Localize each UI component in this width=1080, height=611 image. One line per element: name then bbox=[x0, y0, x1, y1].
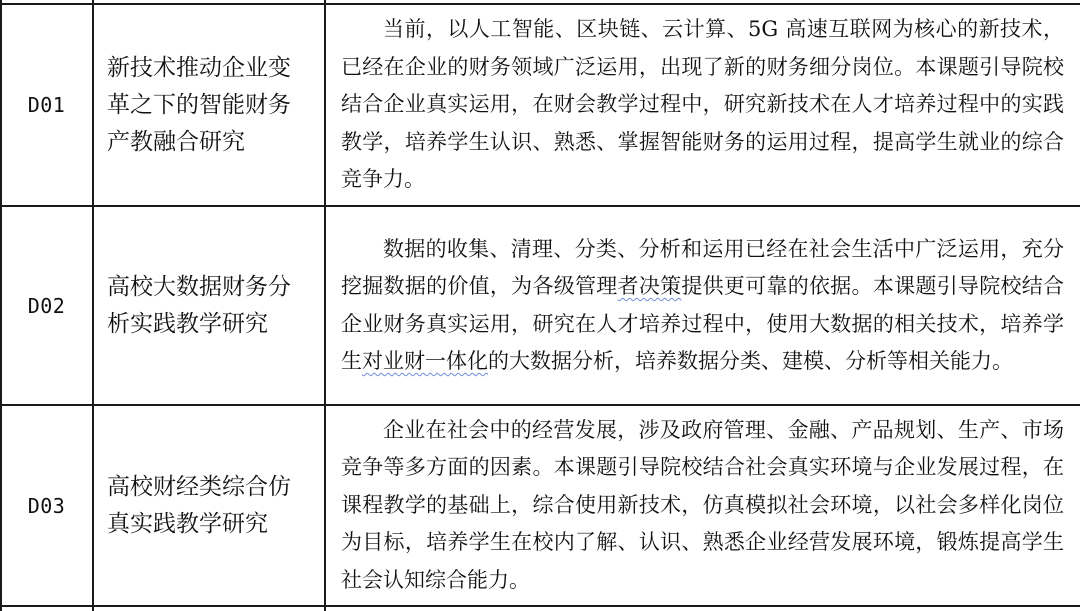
table-row-code bbox=[0, 406, 93, 605]
row-code: D02 bbox=[27, 293, 66, 318]
row-description: 企业在社会中的经营发展，涉及政府管理、金融、产品规划、生产、市场竞争等多方面的因素。本课题引导院校结合社会真实环境与企业发展过程，在课程教学的基础上，综合使用新技术，仿真模拟社会环境，以社会多样化岗位为目标，培养学生在校内了解、认识、熟悉企业经营发展环境，锻炼提高学生社会认知综合能力。 bbox=[341, 417, 1064, 592]
table-row-description bbox=[326, 406, 1080, 605]
row-description: 当前，以人工智能、区块链、云计算、5G 高速互联网为核心的新技术，已经在企业的财务领域广泛运用，出现了新的财务细分岗位。本课题引导院校结合企业真实运用，在财会教学过程中，研究新技术在人才培养过程中的实践教学，培养学生认识、熟悉、掌握智能财务的运用过程，提高学生就业的综合竞争力。 bbox=[341, 17, 1064, 192]
table-row-code bbox=[0, 207, 93, 404]
description-text: 数据的收集、清理、分类、分析和运用已经在社会生活中广泛运用，充分挖掘数据的价值，为各级管理 bbox=[341, 236, 1064, 298]
row-title: 高校财经类综合仿真实践教学研究 bbox=[107, 473, 291, 537]
description-text: 提供更可靠的依据。本课题引导院校结合企业财务真实运用，研究在人才培养过程中，使用大数据的相关技术，培养学生 bbox=[341, 274, 1065, 373]
grammar-underlined-text[interactable]: 对业财一体化 bbox=[362, 349, 488, 373]
row-code: D01 bbox=[27, 93, 66, 117]
row-title: 新技术推动企业变革之下的智能财务产教融合研究 bbox=[107, 54, 291, 155]
table-row-description bbox=[326, 5, 1080, 205]
table-row-title bbox=[95, 406, 324, 605]
description-text: 的大数据分析，培养数据分类、建模、分析等相关能力。 bbox=[488, 349, 1013, 373]
row-title: 高校大数据财务分析实践教学研究 bbox=[107, 273, 291, 337]
table-row-code bbox=[0, 5, 93, 205]
grammar-underlined-text[interactable]: 者决策 bbox=[617, 274, 682, 298]
table-row-description bbox=[326, 207, 1080, 404]
row-description bbox=[341, 231, 1064, 381]
table-row-title bbox=[95, 207, 324, 404]
row-code: D03 bbox=[27, 493, 66, 518]
table-row-divider-3 bbox=[0, 605, 1080, 607]
table-row-title bbox=[95, 5, 324, 205]
